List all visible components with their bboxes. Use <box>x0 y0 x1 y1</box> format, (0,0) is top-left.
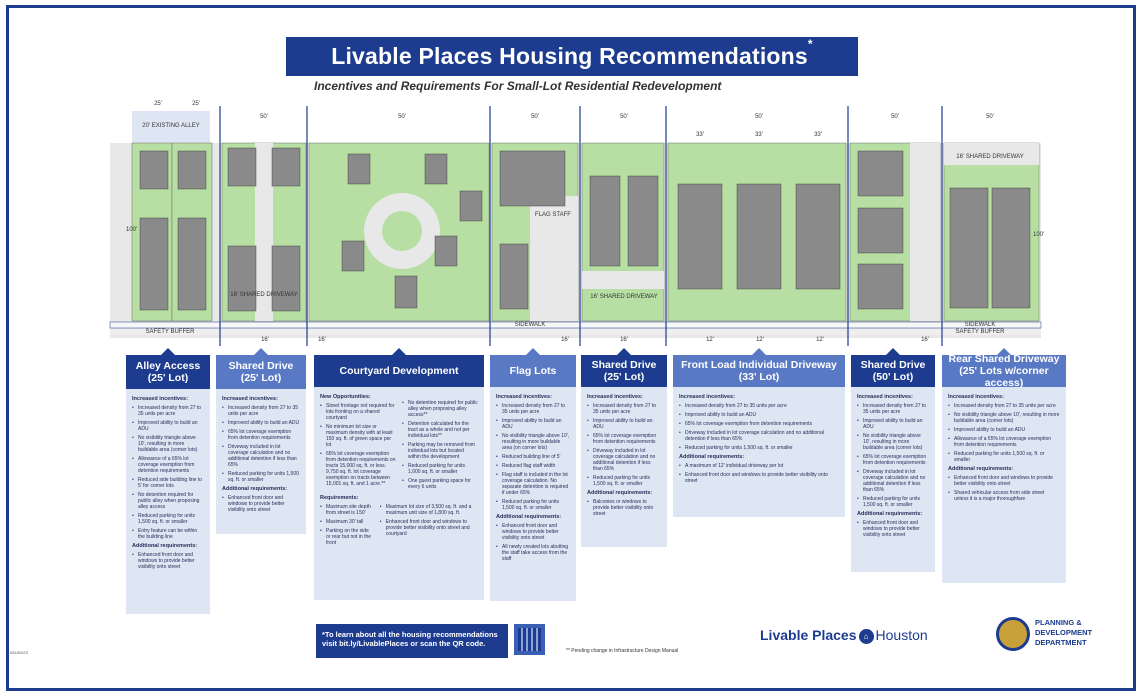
svg-text:12': 12' <box>706 337 714 343</box>
svg-text:SAFETY BUFFER: SAFETY BUFFER <box>145 329 195 335</box>
svg-text:16' SHARED DRIVEWAY: 16' SHARED DRIVEWAY <box>956 154 1024 160</box>
house-icon: ⌂ <box>859 629 874 644</box>
svg-text:FLAG STAFF: FLAG STAFF <box>535 212 571 218</box>
svg-text:33': 33' <box>755 132 763 138</box>
svg-text:16' SHARED DRIVEWAY: 16' SHARED DRIVEWAY <box>590 294 658 300</box>
svg-text:100': 100' <box>126 227 138 233</box>
svg-text:50': 50' <box>891 114 899 120</box>
svg-text:33': 33' <box>814 132 822 138</box>
panel-shared-drive-50: Shared Drive (50' Lot) Increased incentives: • Increased density from 27 to 35 units per acre • Improved ability to build an ADU • No visibility triangle above 10', resulting in more buildable area (corner lots) • 65% lot coverage exemption from detention requirements • Driveway included in lot coverage calculation and no additional detention if less than 65% • Reduced parking for units 1,500 sq. ft. or smaller Additional requirements: • Enhanced front door and windows to provide better visibility onto street <box>851 355 935 572</box>
panel-rear-shared: Rear Shared Driveway (25' Lots w/corner access) Increased incentives: • Increased density from 27 to 35 units per acre • No visibility triangle above 10', resulting in more buildable area (corner lots) • Improved ability to build an ADU • Allowance of a 65% lot coverage exemption from detention requirements • Reduced parking for units 1,500 sq. ft. or smaller Additional requirements: • Enhanced front door and windows to provide better visibility onto street • Shared vehicular access from side street unless it is a major thoroughfare <box>942 355 1066 583</box>
flag-lots-plan <box>492 114 578 321</box>
panel-front-load: Front Load Individual Driveway (33' Lot) Increased incentives: • Increased density from 27 to 35 units per acre • Improved ability to build an ADU • 65% lot coverage exemption from detention requirements • Driveway included in lot coverage calculation and no additional detention if less than 65% • Reduced parking for units 1,500 sq. ft. or smaller Additional requirements: • A maximum of 12' individual driveway per lot • Enhanced front door and windows to provide better visibility onto street <box>673 355 845 517</box>
department-name: PLANNING & DEVELOPMENT DEPARTMENT <box>1035 618 1093 647</box>
panel-alley-access: Alley Access (25' Lot) Increased incentives: • Increased density from 27 to 35 units per acre • Improved ability to build an ADU • No visibility triangle above 10', resulting in more buildable area (corner lots) • Allowance of a 65% lot coverage exemption from detention requirements • Reduced side building line to 5' for corner lots • No detention required for public alley when proposing alley access • Reduced parking for units 1,500 sq. ft. or smaller • Entry feature can be within the building line Additional requirements: • Enhanced front door and windows to provide better visibility onto street <box>126 355 210 614</box>
pending-note: ** Pending change in Infrastructure Design Manual <box>566 648 679 654</box>
svg-text:33': 33' <box>696 132 704 138</box>
svg-text:20' EXISTING ALLEY: 20' EXISTING ALLEY <box>142 123 200 129</box>
courtyard-plan <box>309 114 489 321</box>
page-subtitle: Incentives and Requirements For Small-Lot Residential Redevelopment <box>314 79 722 93</box>
rear-shared-plan <box>944 114 1044 321</box>
svg-text:50': 50' <box>755 114 763 120</box>
city-seal-icon <box>996 617 1030 651</box>
svg-text:16': 16' <box>318 337 326 343</box>
shared-drive-25-plan <box>222 114 306 321</box>
svg-text:SIDEWALK: SIDEWALK <box>964 322 996 328</box>
svg-text:50': 50' <box>531 114 539 120</box>
alley-access-plan <box>126 101 212 321</box>
svg-text:50': 50' <box>260 114 268 120</box>
svg-text:16': 16' <box>620 337 628 343</box>
svg-text:100': 100' <box>1033 232 1045 238</box>
svg-text:16': 16' <box>921 337 929 343</box>
front-load-plan <box>668 114 846 321</box>
livable-places-logo: Livable Places ⌂ Houston <box>760 627 928 643</box>
panel-flag-lots: Flag Lots Increased incentives: • Increased density from 27 to 35 units per acre • Improved ability to build an ADU • No visibility triangle above 10', resulting in more buildable area (on corner lots) • Reduced building line of 5' • Reduced flag staff width • Flag staff is included in the lot coverage calculation. No separate detention is required if under 65% • Reduced parking for units 1,500 sq. ft. or smaller Additional requirements: • Enhanced front door and windows to provide better visibility onto street • All newly created lots abutting the staff take access from the staff <box>490 355 576 601</box>
learn-more-box: *To learn about all the housing recommendations visit bit.ly/LivablePlaces or scan the QR code. <box>316 624 508 658</box>
svg-text:16' SHARED DRIVEWAY: 16' SHARED DRIVEWAY <box>230 292 298 298</box>
svg-text:SAFETY BUFFER: SAFETY BUFFER <box>955 329 1005 335</box>
svg-text:16': 16' <box>561 337 569 343</box>
panel-courtyard: Courtyard Development New Opportunities: • Street frontage not required for lots fronting on a shared courtyard • No minimum lot size or maximum density with at least 150 sq. ft. of green space per lot • 65% lot coverage exemption from detention requirements on tracts 15,000 sq. ft. or less. 9,750 sq. ft. lot coverage exemption on tracts between 15,001 sq. ft. and 1 acre.** • No detention required for public alley when proposing alley access** • Detention calculated for the tract as a whole and not per individual lots** • Parking may be removed from individual lots but located within the development • Reduced parking for units 1,000 sq. ft. or smaller • One guest parking space for every 6 units Requirements: • Maximum site depth from street is 150' • Maximum 30' tall • Parking on the side or rear but not in the front • Maximum lot size of 3,500 sq. ft. and a maximum unit size of 1,800 sq. ft. • Enhanced front door and windows to provide better visibility onto street and courtyard <box>314 355 484 600</box>
site-plan-map <box>110 96 1045 346</box>
shared-drive-50-plan <box>850 114 940 321</box>
svg-text:25': 25' <box>154 101 162 107</box>
svg-text:50': 50' <box>986 114 994 120</box>
qr-code-icon[interactable] <box>514 624 545 655</box>
panel-shared-drive-25: Shared Drive (25' Lot) Increased incentives: • Increased density from 27 to 35 units per acre • Improved ability to build an ADU • 65% lot coverage exemption from detention requirements • Driveway included in lot coverage calculation and no additional detention if less than 65% • Reduced parking for units 1,500 sq. ft. or smaller Additional requirements: • Enhanced front door and windows to provide better visibility onto street <box>216 355 306 534</box>
svg-text:50': 50' <box>398 114 406 120</box>
page-title: Livable Places Housing Recommendations* <box>286 37 858 76</box>
svg-text:SIDEWALK: SIDEWALK <box>514 322 546 328</box>
svg-text:12': 12' <box>816 337 824 343</box>
svg-text:25': 25' <box>192 101 200 107</box>
svg-text:12': 12' <box>756 337 764 343</box>
svg-text:16': 16' <box>261 337 269 343</box>
doc-code: 08182023 <box>10 650 28 655</box>
shared-drive-25b-plan <box>582 114 664 321</box>
svg-text:50': 50' <box>620 114 628 120</box>
panel-shared-drive-25b: Shared Drive (25' Lot) Increased incentives: • Increased density from 27 to 35 units per acre • Improved ability to build an ADU • 65% lot coverage exemption from detention requirements • Driveway included in lot coverage calculation and no additional detention if less than 65% • Reduced parking for units 1,500 sq. ft. or smaller Additional requirements: • Balconies or windows to provide better visibility onto street <box>581 355 667 547</box>
